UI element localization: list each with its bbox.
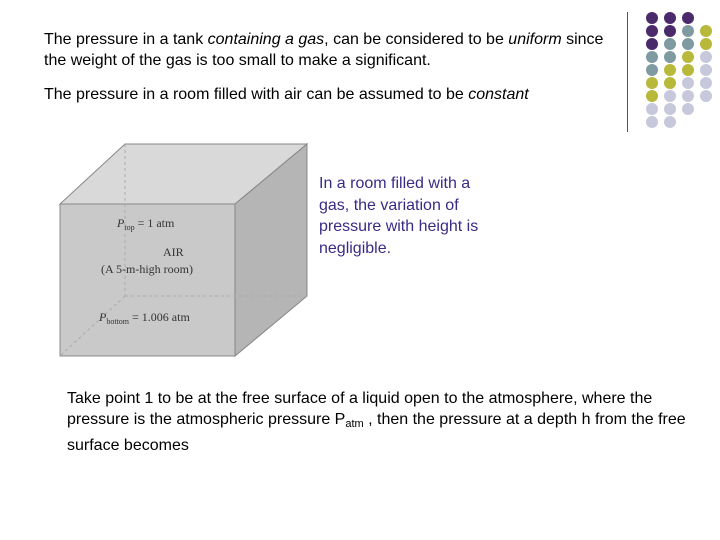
decorative-dot (700, 90, 712, 102)
decorative-dot (664, 90, 676, 102)
paragraph-room-pressure (44, 84, 614, 105)
text-segment: The pressure in a tank (44, 31, 208, 48)
decorative-dot-grid (640, 10, 720, 130)
decorative-dot (664, 64, 676, 76)
decorative-dot (646, 51, 658, 63)
decorative-dot (664, 38, 676, 50)
decorative-dot (646, 12, 658, 24)
decorative-dot (700, 25, 712, 37)
text-segment: , can be considered to be (324, 31, 509, 48)
decorative-dot (682, 38, 694, 50)
text-segment: , then the pressure at a depth h from the free surface becomes (67, 411, 686, 454)
decorative-divider (627, 12, 628, 132)
room-height-label: (A 5-m-high room) (101, 262, 193, 276)
callout-text: In a room filled with a gas, the variation of pressure with height is negligible. (319, 175, 479, 257)
decorative-dot (700, 64, 712, 76)
paragraph-tank-pressure (44, 29, 614, 71)
text-segment: Take point 1 to be at the free surface of a liquid open to the atmosphere, where the pressure is the atmospheric pressure P (67, 390, 653, 428)
decorative-dot (682, 90, 694, 102)
paragraph-liquid-pressure (67, 388, 707, 456)
decorative-dot (664, 116, 676, 128)
text-segment: since the weight of the gas is too small to make a significant. (44, 31, 604, 69)
decorative-dot (664, 77, 676, 89)
italic-text: constant (468, 86, 529, 103)
italic-text: containing a gas (207, 31, 325, 48)
decorative-dot (646, 90, 658, 102)
decorative-dot (646, 103, 658, 115)
decorative-dot (682, 77, 694, 89)
p-bottom-label: $P_{bottom} = 1.006$ atm (99, 310, 190, 326)
decorative-dot (646, 25, 658, 37)
text-segment: The pressure in a room filled with air can be assumed to be (44, 86, 469, 103)
decorative-dot (682, 12, 694, 24)
air-label: AIR (163, 245, 184, 259)
decorative-dot (664, 12, 676, 24)
decorative-dot (664, 25, 676, 37)
italic-text: uniform (508, 31, 562, 48)
air-room-cube-figure (55, 138, 315, 360)
decorative-dot (682, 64, 694, 76)
decorative-dot (664, 51, 676, 63)
decorative-dot (646, 116, 658, 128)
decorative-dot (682, 103, 694, 115)
decorative-dot (664, 103, 676, 115)
decorative-dot (700, 38, 712, 50)
subscript-atm: atm (345, 418, 364, 430)
decorative-dot (682, 51, 694, 63)
decorative-dot (700, 51, 712, 63)
decorative-dot (646, 64, 658, 76)
decorative-dot (700, 77, 712, 89)
p-top-label: $P_{top} = 1$ atm (117, 216, 175, 232)
decorative-dot (646, 38, 658, 50)
decorative-dot (682, 25, 694, 37)
decorative-dot (646, 77, 658, 89)
